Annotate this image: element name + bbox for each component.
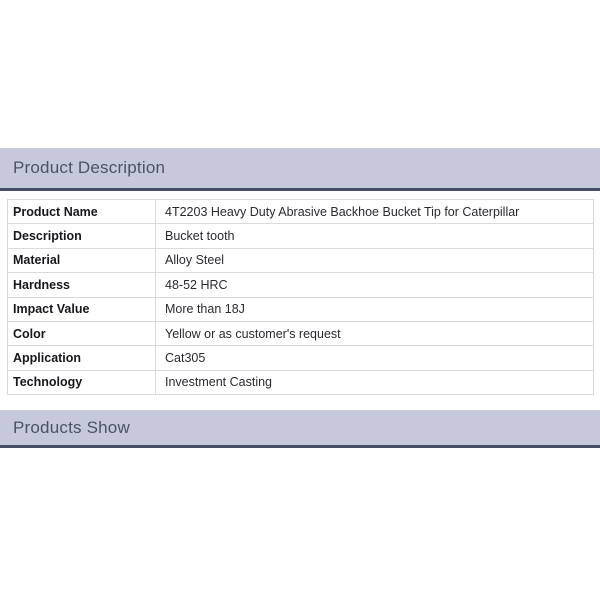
product-spec-table-body <box>8 200 594 395</box>
row-value: Cat305 <box>156 346 594 370</box>
row-label: Color <box>8 321 156 345</box>
row-label: Impact Value <box>8 297 156 321</box>
row-value: More than 18J <box>156 297 594 321</box>
row-label: Material <box>8 248 156 272</box>
table-row <box>8 224 594 248</box>
row-value: Investment Casting <box>156 370 594 394</box>
row-value: Bucket tooth <box>156 224 594 248</box>
row-value: 4T2203 Heavy Duty Abrasive Backhoe Bucket Tip for Caterpillar <box>156 200 594 224</box>
product-spec-table <box>7 199 594 395</box>
table-row <box>8 370 594 394</box>
row-value: Yellow or as customer's request <box>156 321 594 345</box>
table-row <box>8 321 594 345</box>
table-row <box>8 346 594 370</box>
row-label: Hardness <box>8 273 156 297</box>
table-row <box>8 248 594 272</box>
row-value: 48-52 HRC <box>156 273 594 297</box>
row-label: Application <box>8 346 156 370</box>
row-label: Technology <box>8 370 156 394</box>
row-label: Description <box>8 224 156 248</box>
table-row <box>8 297 594 321</box>
row-value: Alloy Steel <box>156 248 594 272</box>
section-title-product-description: Product Description <box>13 158 166 177</box>
section-header-product-description <box>0 148 600 191</box>
table-row <box>8 200 594 224</box>
row-label: Product Name <box>8 200 156 224</box>
section-title-products-show: Products Show <box>13 417 130 437</box>
section-header-products-show <box>0 410 600 448</box>
table-row <box>8 273 594 297</box>
